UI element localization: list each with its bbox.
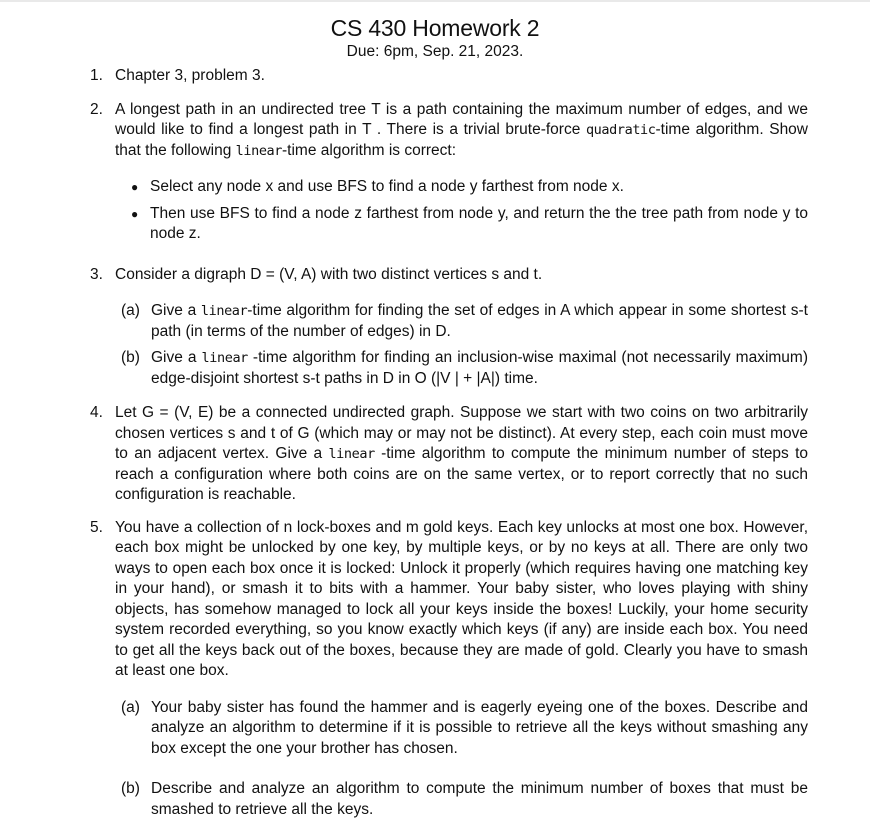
text-run: -time algorithm. Show that the following — [115, 121, 808, 159]
subpart-label: (a) — [121, 698, 140, 716]
mono-term: linear — [201, 350, 248, 366]
problem-number: 3. — [90, 265, 103, 283]
subpart-text: Your baby sister has found the hammer and is eagerly eyeing one of the boxes. Describe and analyze an algorithm to determine if it is possible to retrieve all the keys without smashing any box except the one your brother has chosen. — [151, 698, 808, 757]
text-run: -time algorithm is correct: — [282, 141, 456, 159]
top-border — [0, 0, 870, 2]
problem-body — [115, 265, 808, 390]
text-run: -time algorithm for finding the set of edges in A which appear in some shortest s-t path (in terms of the number of edges) in D. — [151, 302, 808, 340]
bullet-text: Then use BFS to find a node z farthest from node y, and return the the tree path from node y to node z. — [150, 204, 808, 242]
subpart-label: (b) — [121, 780, 140, 797]
subpart-list — [115, 301, 808, 389]
subpart-label: (b) — [121, 349, 140, 366]
problem-text: You have a collection of n lock-boxes and m gold keys. Each key unlocks at most one box. However, each box might be unlocked by one key, by multiple keys, or by no keys at all. There are only two ways to open each box once it is locked: Unlock it properly (which requires having one matching key in your hand), or smash it to bits with a hammer. Your baby sister, who loves playing with shiny objects, has somehow managed to lock all your keys inside the boxes! Luckily, your home security system recorded everything, so you know exactly which keys (if any) are inside each box. You need to get all the keys back out of the boxes, because they are made of gold. Clearly you have to smash at least one box. — [115, 518, 808, 679]
problem-body — [115, 100, 808, 251]
page-title: CS 430 Homework 2 — [330, 15, 540, 41]
bullet-item — [131, 177, 808, 198]
problem-3 — [90, 265, 808, 390]
bullet-dot-icon: ● — [131, 206, 139, 221]
problem-list — [90, 66, 808, 834]
bullet-dot-icon: ● — [131, 180, 139, 194]
mono-term: linear — [235, 142, 283, 159]
problem-4 — [90, 403, 808, 506]
text-run: A longest path in an undirected tree T is a path containing the maximum number of edges, and we would like to find a longest path in T . There is a trivial brute-force — [115, 100, 808, 138]
bullet-item — [131, 204, 808, 245]
problem-5 — [90, 518, 808, 821]
problem-text: Consider a digraph D = (V, A) with two distinct vertices s and t. — [115, 265, 543, 283]
problem-number: 5. — [90, 518, 103, 536]
text-run: -time algorithm to compute the minimum number of steps to reach a configuration where both coins are on the same vertex, or to report correctly that no such configuration is reachable. — [115, 445, 808, 503]
subpart-b — [121, 779, 808, 820]
problem-text: Chapter 3, problem 3. — [115, 67, 265, 84]
bullet-list — [131, 177, 808, 245]
text-run: Give a — [151, 349, 202, 366]
problem-number: 2. — [90, 100, 103, 118]
bullet-text: Select any node x and use BFS to find a node y farthest from node x. — [150, 178, 624, 195]
mono-term: quadratic — [585, 122, 656, 138]
problem-body — [115, 518, 808, 821]
text-run: Let G = (V, E) be a connected undirected graph. Suppose we start with two coins on two arbitrarily chosen vertices s and t of G (which may or may not be distinct). At every step, each coin must move to an adjacent vertex. Give a — [115, 404, 808, 462]
header — [0, 14, 870, 62]
subpart-a — [121, 301, 808, 342]
mono-term: linear — [200, 303, 248, 319]
subpart-b — [121, 348, 808, 389]
problem-2 — [90, 100, 808, 251]
subpart-text: Describe and analyze an algorithm to compute the minimum number of boxes that must be smashed to retrieve all the keys. — [151, 780, 808, 818]
problem-number: 4. — [90, 404, 103, 421]
problem-text — [115, 100, 808, 162]
subpart-list — [115, 698, 808, 821]
subpart-a — [121, 698, 808, 760]
due-date: Due: 6pm, Sep. 21, 2023. — [346, 43, 524, 60]
subpart-label: (a) — [121, 302, 140, 319]
subpart-text — [151, 301, 808, 342]
text-run: -time algorithm for finding an inclusion-wise maximal (not necessarily maximum) edge-disjoint shortest s-t paths in D in O (|V | + |A|) time. — [151, 349, 809, 387]
subpart-text — [151, 348, 808, 389]
text-run: Give a — [151, 302, 201, 319]
mono-term: linear — [328, 446, 375, 462]
problem-text — [115, 403, 808, 506]
problem-1 — [90, 66, 808, 87]
problem-number: 1. — [90, 67, 103, 84]
